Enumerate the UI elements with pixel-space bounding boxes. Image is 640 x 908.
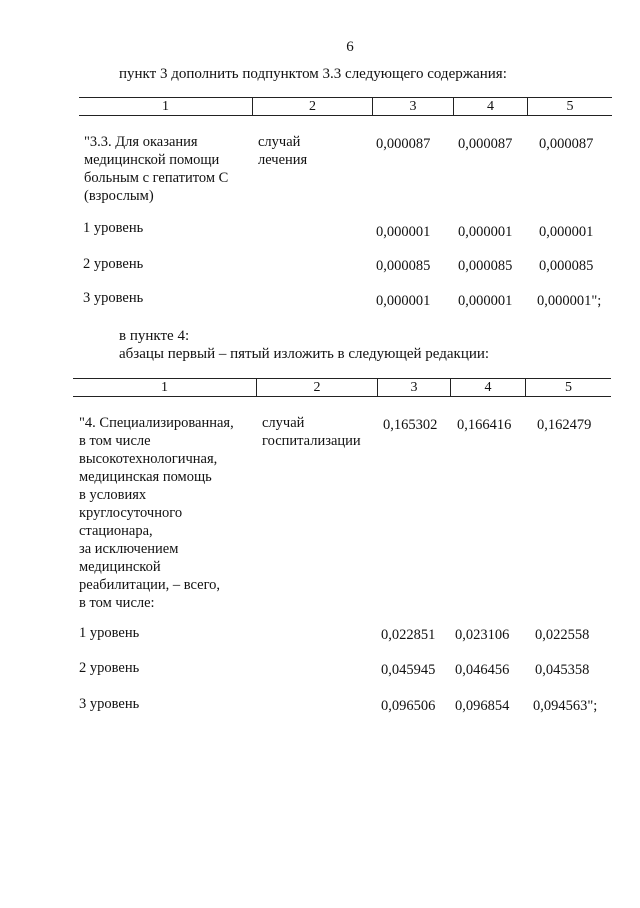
table-2-row-3-value-5: 0,094563"; [533,698,598,714]
table-1-header-col-3: 3 [409,99,417,114]
table-2-main-line-9: медицинской [79,559,161,575]
table-1-header [79,97,612,116]
table-2-row-2-label: 2 уровень [79,660,140,676]
table-2-header-col-5: 5 [565,380,572,395]
table-2-header-col-3: 3 [410,380,418,395]
table-1-header-col-1: 1 [162,99,169,114]
table-1-row-3-value-3: 0,000001 [376,293,431,309]
table-2-row-3-label: 3 уровень [79,696,140,712]
table-1-main-line-2: медицинской помощи [84,152,220,168]
table-2-main-line-8: за исключением [79,541,179,557]
table-2-unit-line-1: случай [262,415,305,431]
table-1-row-3-value-5: 0,000001"; [537,293,602,309]
table-2-header-col-2: 2 [313,380,321,395]
table-2-row-1-label: 1 уровень [79,625,140,641]
table-2-main-line-10: реабилитации, – всего, [79,577,221,593]
page-number: 6 [346,39,354,55]
table-2-main-line-1: "4. Специализированная, [79,415,234,431]
table-2-row-1-value-5: 0,022558 [535,627,590,643]
table-1-main-value-3: 0,000087 [376,136,431,152]
table-1-main-value-4: 0,000087 [458,136,513,152]
table-1-main-line-3: больным с гепатитом С [84,170,229,186]
table-1-row-1-value-5: 0,000001 [539,224,594,240]
table-2-main-value-3: 0,165302 [383,417,438,433]
table-2-main-line-7: стационара, [79,523,153,539]
table-1-row-2-label: 2 уровень [83,256,144,272]
table-2-header-col-4: 4 [484,380,492,395]
table-2-unit-line-2: госпитализации [262,433,361,449]
table-2-main-value-4: 0,166416 [457,417,512,433]
table-1-row-2-value-5: 0,000085 [539,258,594,274]
table-1-main-line-4: (взрослым) [84,188,154,204]
table-1-row-3-label: 3 уровень [83,290,144,306]
table-2-row-2-value-3: 0,045945 [381,662,436,678]
intro-text: пункт 3 дополнить подпунктом 3.3 следующего содержания: [119,66,507,82]
table-1-main-value-5: 0,000087 [539,136,594,152]
table-1-header-col-4: 4 [487,99,494,114]
table-2-main-line-3: высокотехнологичная, [79,451,218,467]
table-1-row-1-label: 1 уровень [83,220,144,236]
table-2-row-1-value-3: 0,022851 [381,627,436,643]
table-1-row-3-value-4: 0,000001 [458,293,513,309]
table-2-main-line-11: в том числе: [79,595,155,611]
table-2-header-col-1: 1 [161,380,168,395]
table-1-unit-line-2: лечения [258,152,308,168]
table-2-main-line-2: в том числе [79,433,151,449]
table-1-row-1-value-3: 0,000001 [376,224,431,240]
table-1-header-col-5: 5 [566,99,574,114]
table-2-row-2-value-5: 0,045358 [535,662,590,678]
table-2-header [73,378,611,397]
table-2-row-1-value-4: 0,023106 [455,627,510,643]
table-2-row-2-value-4: 0,046456 [455,662,510,678]
section-4-instruction: абзацы первый – пятый изложить в следующей редакции: [119,346,490,362]
table-1-header-col-2: 2 [309,99,316,114]
table-2-main-value-5: 0,162479 [537,417,592,433]
table-1-row-1-value-4: 0,000001 [458,224,513,240]
section-4-heading: в пункте 4: [119,328,190,344]
table-1-row-2-value-4: 0,000085 [458,258,513,274]
table-1-row-2-value-3: 0,000085 [376,258,431,274]
table-2-main-line-4: медицинская помощь [79,469,212,485]
table-1-main-line-1: "3.3. Для оказания [84,134,198,150]
table-2-main-line-6: круглосуточного [79,505,183,521]
table-1-unit-line-1: случай [258,134,301,150]
table-2-main-line-5: в условиях [79,487,147,503]
table-2-row-3-value-4: 0,096854 [455,698,510,714]
table-2-row-3-value-3: 0,096506 [381,698,436,714]
